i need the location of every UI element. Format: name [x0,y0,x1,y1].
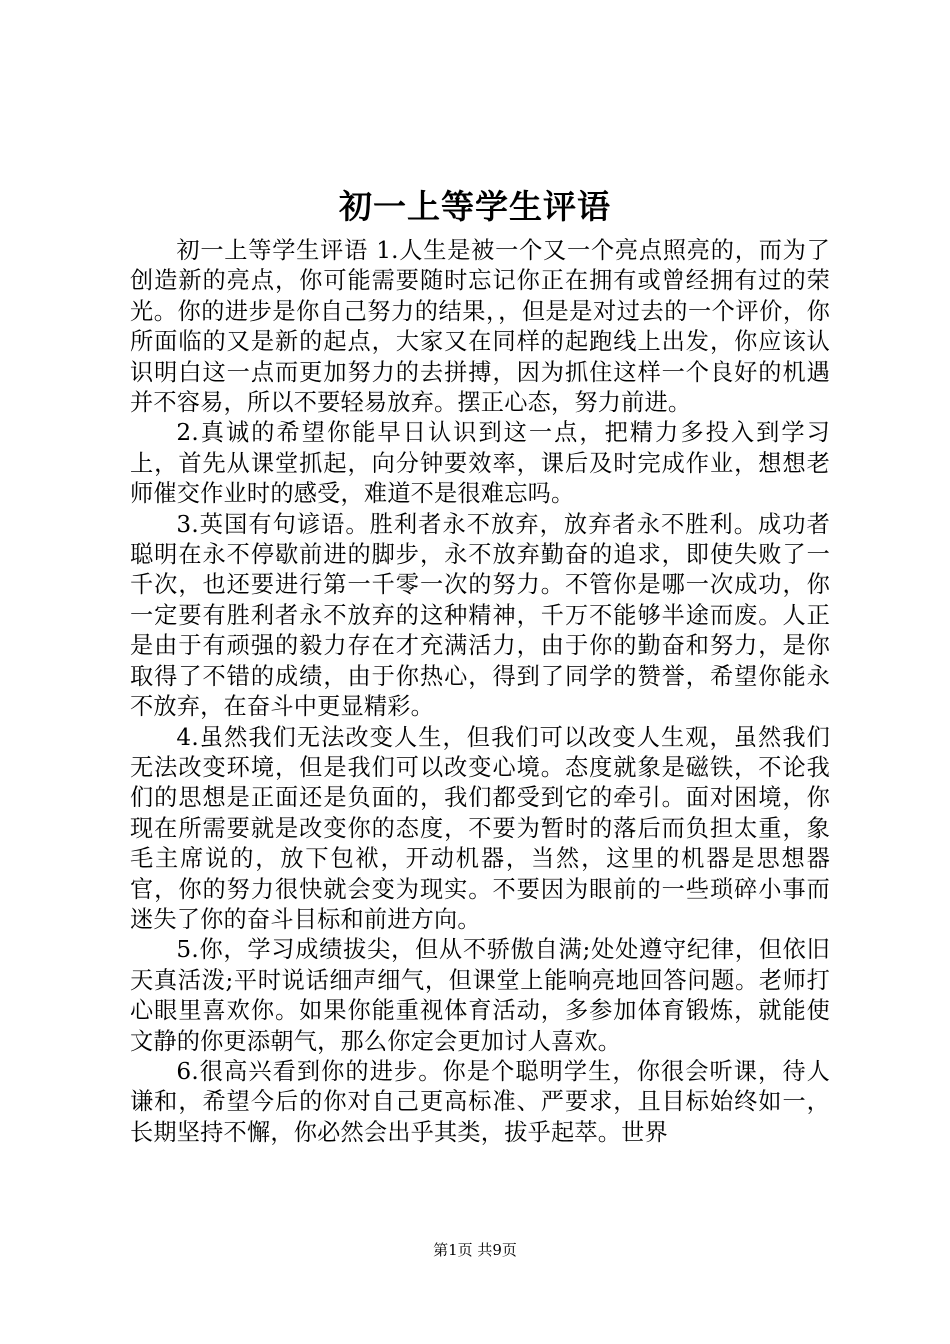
page-footer [0,1240,950,1260]
paragraph-3: 3.英国有句谚语。胜利者永不放弃，放弃者永不胜利。成功者聪明在永不停歇前进的脚步，永不放弃勤奋的追求，即使失败了一千次，也还要进行第一千零一次的努力。不管你是哪一次成功，你一定要有胜利者永不放弃的这种精神，千万不能够半途而废。人正是由于有顽强的毅力存在才充满活力，由于你的勤奋和努力，是你取得了不错的成绩，由于你热心，得到了同学的赞誉，希望你能永不放弃，在奋斗中更显精彩。 [130,510,830,721]
paragraph-4: 4.虽然我们无法改变人生，但我们可以改变人生观，虽然我们无法改变环境，但是我们可以改变心境。态度就象是磁铁，不论我们的思想是正面还是负面的，我们都受到它的牵引。面对困境，你现在所需要就是改变你的态度，不要为暂时的落后而负担太重，象毛主席说的，放下包袱，开动机器，当然，这里的机器是思想器官，你的努力很快就会变为现实。不要因为眼前的一些琐碎小事而迷失了你的奋斗目标和前进方向。 [130,723,830,933]
paragraph-1: 初一上等学生评语 1.人生是被一个又一个亮点照亮的，而为了创造新的亮点，你可能需要随时忘记你正在拥有或曾经拥有过的荣光。你的进步是你自己努力的结果，，但是是对过去的一个评价，你所面临的又是新的起点，大家又在同样的起跑线上出发，你应该认识明白这一点而更加努力的去拼搏，因为抓住这样一个良好的机遇并不容易，所以不要轻易放弃。摆正心态，努力前进。 [130,237,830,417]
page-number-label: 第1页 共9页 [433,1241,517,1259]
document-body [130,236,830,1148]
document-title: 初一上等学生评语 [339,187,611,226]
paragraph-5: 5.你，学习成绩拔尖，但从不骄傲自满;处处遵守纪律，但依旧天真活泼;平时说话细声细气，但课堂上能响亮地回答问题。老师打心眼里喜欢你。如果你能重视体育活动，多参加体育锻炼，就能使文静的你更添朝气，那么你定会更加讨人喜欢。 [130,936,830,1055]
paragraph-6: 6.很高兴看到你的进步。你是个聪明学生，你很会听课，待人谦和，希望今后的你对自己更高标准、严要求，且目标始终如一，长期坚持不懈，你必然会出乎其类，拔乎起萃。世界 [130,1057,830,1146]
paragraph-2: 2.真诚的希望你能早日认识到这一点，把精力多投入到学习上，首先从课堂抓起，向分钟要效率，课后及时完成作业，想想老师催交作业时的感受，难道不是很难忘吗。 [130,419,830,508]
